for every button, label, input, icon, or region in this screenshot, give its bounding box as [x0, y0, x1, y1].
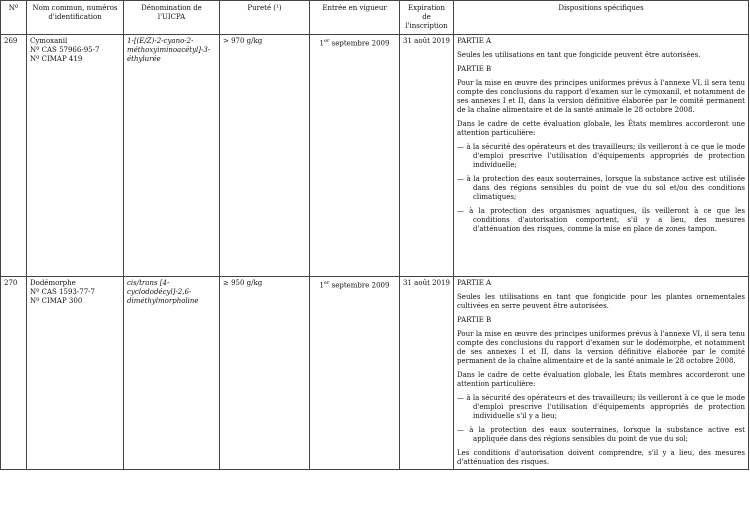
conditions-text: Les conditions d'autorisation doivent comprendre, s'il y a lieu, des mesures d'atténuation des risques.	[457, 449, 745, 466]
iupac-name: cis/trans [4-cyclododécyl]-2,6-diméthylmorpholine	[124, 277, 220, 470]
provisions-cell	[454, 277, 749, 470]
bullet-item: — à la protection des organismes aquatiques, ils veilleront à ce que les conditions d'autorisation comportent, s'il y a lieu, des mesures d'atténuation des risques, comme la mise en place de zones tampon.	[457, 207, 745, 233]
table-row	[1, 277, 749, 470]
header-provisions: Dispositions spécifiques	[454, 1, 749, 35]
row-num: 269	[1, 35, 27, 277]
header-row	[1, 1, 749, 35]
purity: > 970 g/kg	[220, 35, 310, 277]
evaluation-text: Dans le cadre de cette évaluation globale, les États membres accorderont une attention particulière:	[457, 371, 745, 388]
purity: ≥ 950 g/kg	[220, 277, 310, 470]
entry-date: 1er septembre 2009	[310, 277, 400, 470]
table-row	[1, 35, 749, 277]
row-num: 270	[1, 277, 27, 470]
row-name-cell	[27, 277, 124, 470]
entry-date: 1er septembre 2009	[310, 35, 400, 277]
substance-name: Cymoxanil	[30, 37, 68, 45]
expiry-date: 31 août 2019	[400, 35, 454, 277]
cimap-number: Nº CIMAP 300	[30, 297, 83, 305]
cimap-number: Nº CIMAP 419	[30, 55, 83, 63]
part-a-text: Seules les utilisations en tant que fongicide pour les plantes ornementales cultivées en serre peuvent être autorisées.	[457, 293, 745, 310]
header-purity: Pureté (¹)	[220, 1, 310, 35]
part-b-text: Pour la mise en œuvre des principes uniformes prévus à l'annexe VI, il sera tenu compte des conclusions du rapport d'examen sur le cymoxanil, et notamment de ses annexes I et II, dans la version définitive élaborée par le comité permanent de la chaîne alimentaire et de la santé animale le 28 octobre 2008.	[457, 79, 745, 114]
iupac-name: 1-[(E/Z)-2-cyano-2-méthoxyiminoacétyl]-3-éthylurée	[124, 35, 220, 277]
cas-number: Nº CAS 1593-77-7	[30, 288, 95, 296]
part-a-title: PARTIE A	[457, 37, 492, 45]
header-name: Nom commun, numéros d'identification	[27, 1, 124, 35]
provisions-cell	[454, 35, 749, 277]
cas-number: Nº CAS 57966-95-7	[30, 46, 100, 54]
bullet-item: — à la sécurité des opérateurs et des travailleurs; ils veilleront à ce que le mode d'emploi prescrive l'utilisation d'équipements appropriés de protection individuelle;	[457, 143, 745, 169]
header-num: Nº	[1, 1, 27, 35]
bullet-item: — à la sécurité des opérateurs et des travailleurs; ils veilleront à ce que le mode d'emploi prescrive l'utilisation d'équipements appropriés de protection individuelle s'il y a lieu;	[457, 394, 745, 420]
evaluation-text: Dans le cadre de cette évaluation globale, les États membres accorderont une attention particulière:	[457, 120, 745, 137]
part-a-title: PARTIE A	[457, 279, 492, 287]
bullet-item: — à la protection des eaux souterraines, lorsque la substance active est utilisée dans des régions sensibles du point de vue du sol et/ou des conditions climatiques;	[457, 175, 745, 201]
part-b-title: PARTIE B	[457, 65, 492, 73]
part-a-text: Seules les utilisations en tant que fongicide peuvent être autorisées.	[457, 51, 701, 59]
header-iupac: Dénomination de l'UICPA	[124, 1, 220, 35]
bullet-item: — à la protection des eaux souterraines, lorsque la substance active est appliquée dans des régions sensibles du point de vue du sol;	[457, 426, 745, 443]
header-entry: Entrée en vigueur	[310, 1, 400, 35]
expiry-date: 31 août 2019	[400, 277, 454, 470]
part-b-title: PARTIE B	[457, 316, 492, 324]
row-name-cell	[27, 35, 124, 277]
header-expiry: Expiration de l'inscription	[400, 1, 454, 35]
substance-name: Dodémorphe	[30, 279, 76, 287]
part-b-text: Pour la mise en œuvre des principes uniformes prévus à l'annexe VI, il sera tenu compte des conclusions du rapport d'examen sur le dodémorphe, et notamment de ses annexes I et II, dans la version définitive élaborée par le comité permanent de la chaîne alimentaire et de la santé animale le 28 octobre 2008.	[457, 330, 745, 365]
